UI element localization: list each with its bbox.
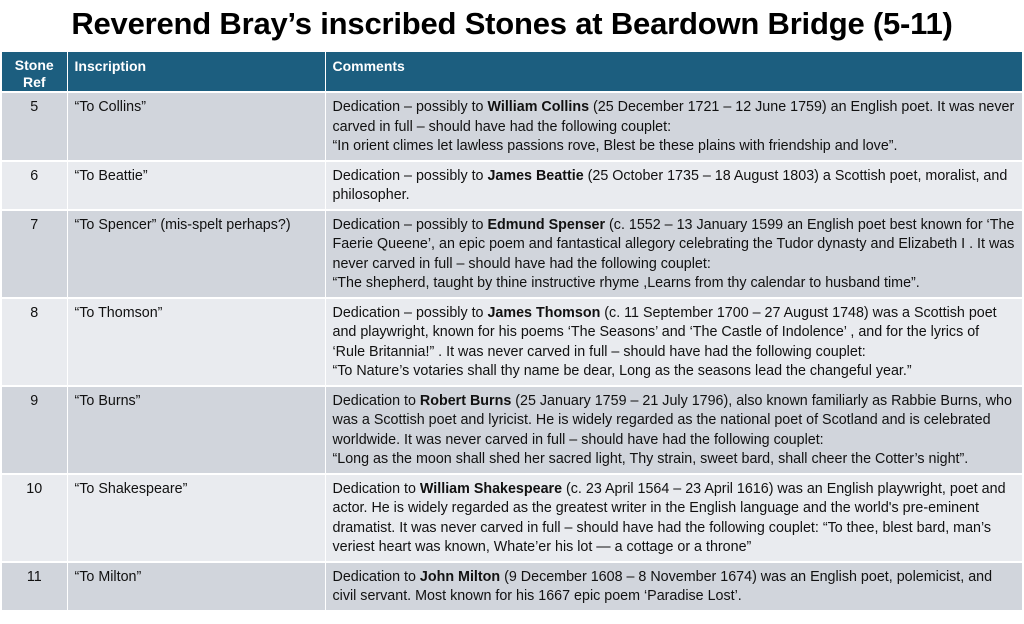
comment (325, 161, 1022, 210)
inscription: “To Spencer” (mis-spelt perhaps?) (67, 210, 325, 298)
table-header-row (2, 52, 1022, 92)
comment-text: Dedication – possibly to (332, 216, 488, 233)
couplet: “The shepherd, taught by thine instructive rhyme ,Learns from thy calendar to husband time”. (332, 275, 920, 291)
comment-text: Dedication – possibly to (332, 167, 488, 184)
comment (325, 474, 1022, 562)
comment-text: (25 December 1721 – 12 June 1759) an English poet. It was never carved in full – should have had the following couplet: (332, 99, 1015, 135)
table-row (2, 92, 1022, 161)
comment-text: Dedication to (332, 392, 420, 409)
comment (325, 298, 1022, 386)
table-row (2, 474, 1022, 562)
stone-ref: 11 (2, 562, 67, 610)
table-row (2, 298, 1022, 386)
comment-text: (c. 23 April 1564 – 23 April 1616) was an English playwright, poet and actor. He is widely regarded as the greatest writer in the English language and the world's pre-eminent dramatist. It was never carved in full – should have had the following couplet: “To thee, blest bard, man’s veriest heart was known, Whate’er his lot — a cottage or a throne” (332, 480, 1006, 555)
comment-text: (25 October 1735 – 18 August 1803) a Scottish poet, moralist, and philosopher. (332, 167, 1008, 203)
poet-name: Edmund Spenser (487, 216, 606, 233)
inscription: “To Shakespeare” (67, 474, 325, 562)
couplet: “To Nature’s votaries shall thy name be dear, Long as the seasons lead the changeful year.” (332, 363, 912, 379)
inscription: “To Collins” (67, 92, 325, 161)
inscription: “To Beattie” (67, 161, 325, 210)
inscription: “To Thomson” (67, 298, 325, 386)
comment (325, 386, 1022, 474)
stone-ref: 6 (2, 161, 67, 210)
poet-name: Robert Burns (419, 392, 512, 409)
poet-name: James Thomson (487, 304, 601, 321)
comment-text: (25 January 1759 – 21 July 1796), also known familiarly as Rabbie Burns, who was a Scottish poet and lyricist. He is widely regarded as the national poet of Scotland and is celebrated worldwide. It was never carved in full – should have had the following couplet: (332, 392, 1012, 448)
stones-table (2, 52, 1023, 610)
table-row (2, 386, 1022, 474)
table-row (2, 161, 1022, 210)
comment-text: Dedication – possibly to (332, 304, 488, 321)
stone-ref: 10 (2, 474, 67, 562)
table-row (2, 562, 1022, 610)
stone-ref: 8 (2, 298, 67, 386)
comment-text: (c. 1552 – 13 January 1599 an English poet best known for ‘The Faerie Queene’, an epic poem and fantastical allegory celebrating the Tudor dynasty and Elizabeth I . It was never carved in full – should have had the following couplet: (332, 216, 1015, 272)
comment-text: Dedication to (332, 480, 420, 497)
inscription: “To Burns” (67, 386, 325, 474)
poet-name: William Shakespeare (419, 480, 563, 497)
comment (325, 210, 1022, 298)
stone-ref: 5 (2, 92, 67, 161)
stone-ref: 7 (2, 210, 67, 298)
header-comments: Comments (325, 52, 1022, 92)
comment-text: (9 December 1608 – 8 November 1674) was an English poet, polemicist, and civil servant. Most known for his 1667 epic poem ‘Paradise Lost’. (332, 568, 993, 604)
stone-ref: 9 (2, 386, 67, 474)
header-stone-ref: Stone Ref (2, 52, 67, 92)
poet-name: James Beattie (487, 167, 584, 184)
couplet: “In orient climes let lawless passions rove, Blest be these plains with friendship and love”. (332, 138, 898, 154)
table-row (2, 210, 1022, 298)
poet-name: William Collins (487, 99, 590, 115)
comment-text: Dedication – possibly to (332, 99, 488, 115)
poet-name: John Milton (419, 568, 501, 585)
comment (325, 92, 1022, 161)
couplet: “Long as the moon shall shed her sacred light, Thy strain, sweet bard, shall cheer the Cotter’s night”. (332, 451, 969, 467)
header-inscription: Inscription (67, 52, 325, 92)
comment (325, 562, 1022, 610)
page-title: Reverend Bray’s inscribed Stones at Beardown Bridge (5-11) (71, 6, 953, 41)
comment-text: (c. 11 September 1700 – 27 August 1748) was a Scottish poet and playwright, known for his poems ‘The Seasons’ and ‘The Castle of Indolence’ , and for the lyrics of ‘Rule Britannia!” . It was never carved in full – should have had the following couplet: (332, 304, 997, 360)
comment-text: Dedication to (332, 568, 420, 585)
inscription: “To Milton” (67, 562, 325, 610)
